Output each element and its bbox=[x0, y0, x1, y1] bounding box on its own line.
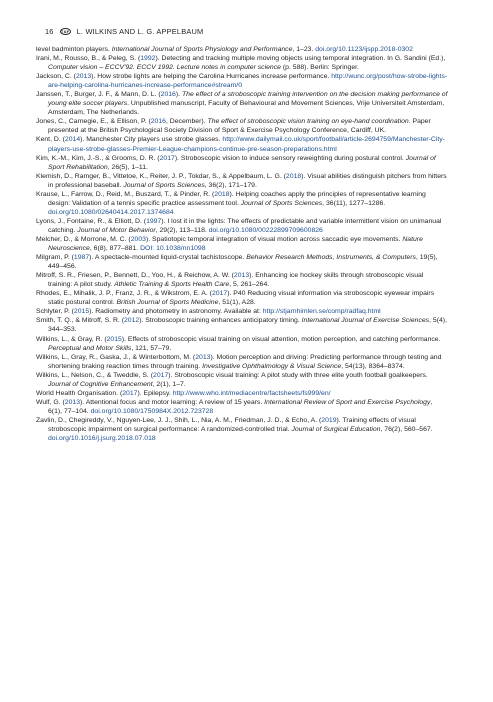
reference-source-title: The effect of a stroboscopic training intervention on the decision making performance of young elite soccer players bbox=[48, 91, 448, 108]
reference-text: , 5(4), 344–353. bbox=[48, 317, 447, 334]
reference-source-title: Journal of Sports Sciences bbox=[123, 181, 205, 189]
reference-text: . Unpublished manuscript, Faculty of Behavioural and Movement Sciences, Vrije Universiteit Amsterdam, Amsterdam, The Netherlands. bbox=[48, 100, 445, 117]
reference-entry bbox=[36, 45, 448, 54]
reference-link[interactable]: 2013 bbox=[75, 73, 92, 81]
reference-link[interactable]: DOI: 10.1038/nn1098 bbox=[140, 245, 206, 253]
reference-text: , 54(13), 8364–8374. bbox=[341, 362, 405, 370]
reference-text: , 76(2), 560–567. bbox=[380, 425, 433, 433]
reference-source-title: Journal of Sports Sciences bbox=[240, 199, 323, 207]
reference-text: Melcher, D., & Morrone, M. C. ( bbox=[36, 235, 131, 243]
reference-text: Wilkins, L., Nelson, C., & Tweddle, S. ( bbox=[36, 371, 154, 379]
reference-entry bbox=[36, 72, 448, 90]
reference-source-title: Nature Neuroscience bbox=[48, 235, 423, 253]
reference-text: ). bbox=[175, 91, 182, 99]
reference-link[interactable]: 2003 bbox=[130, 235, 146, 243]
reference-text: ). Epilepsy. bbox=[137, 389, 173, 397]
reference-link[interactable]: 2016 bbox=[150, 118, 166, 126]
reference-text: Wilkins, L., Gray, R., Gaska, J., & Winterbottom, M. ( bbox=[36, 353, 196, 361]
reference-text: Lyons, J., Fontaine, R., & Elliott, D. ( bbox=[36, 217, 147, 225]
reference-text: Zavlin, D., Chegireddy, V., Nguyen-Lee, J. J., Shih, L., Nia, A. M., Friedman, J. D., & Echo, A. ( bbox=[36, 416, 322, 424]
reference-text: ). Attentional focus and motor learning: A review of 15 years. bbox=[80, 398, 265, 406]
reference-text: , 1–23. bbox=[292, 46, 316, 53]
reference-text: , 51(1), A28. bbox=[218, 299, 256, 307]
reference-entry bbox=[36, 90, 448, 117]
reference-source-title: Perceptual and Motor Skills bbox=[48, 344, 132, 352]
reference-text: Janssen, T., Burger, J. F., & Mann, D. L. ( bbox=[36, 91, 161, 99]
reference-text: , 2(1), 1–7. bbox=[152, 380, 186, 388]
reference-source-title: Journal of Motor Behavior bbox=[77, 226, 156, 234]
reference-entry bbox=[36, 117, 448, 135]
reference-link[interactable]: 2017 bbox=[153, 371, 169, 379]
reference-text: ). A spectacle-mounted liquid-crystal tachistoscope. bbox=[89, 254, 247, 262]
reference-text: Mitroff, S. R., Friesen, P., Bennett, D., Yoo, H., & Reichow, A. W. ( bbox=[36, 272, 234, 280]
reference-text: ). Stroboscopic vision to induce sensory reweighting during postural control. bbox=[174, 154, 406, 162]
reference-text: ). Stroboscopic training enhances anticipatory timing. bbox=[139, 317, 302, 325]
reference-link[interactable]: 2016 bbox=[160, 91, 176, 99]
reference-source-title: The effect of stroboscopic vision training on eye-hand coordination bbox=[207, 118, 409, 126]
reference-entry bbox=[36, 172, 448, 190]
reference-text: ). Training effects of visual stroboscopic impairment on surgical performance: A randomized-controlled trial. bbox=[48, 416, 416, 433]
reference-text: , 5, 261–264. bbox=[229, 281, 270, 289]
reference-text: ). Effects of stroboscopic visual training on visual attention, motion perception, and catching performance. bbox=[121, 335, 441, 343]
reference-link[interactable]: 2017 bbox=[122, 389, 138, 397]
reference-text: , December). bbox=[165, 118, 208, 126]
reference-text: ). Enhancing ice hockey skills through stroboscopic visual training: A pilot study. bbox=[48, 272, 424, 289]
reference-entry bbox=[36, 335, 448, 353]
reference-text: ). P40 Reducing visual information via stroboscopic eyewear impairs static postural control. bbox=[48, 290, 435, 307]
publisher-logo: T&F bbox=[60, 29, 70, 34]
reference-text: Milgram, P. ( bbox=[36, 254, 74, 262]
reference-link[interactable]: http://wunc.org/post/how-strobe-lights-are-helping-carolina-hurricanes-increase-performance#stream/0 bbox=[48, 73, 448, 90]
reference-text: Kim, K.-M., Kim, J.-S., & Grooms, D. R. ( bbox=[36, 154, 160, 162]
running-authors: L. WILKINS AND L. G. APPELBAUM bbox=[76, 27, 204, 36]
reference-link[interactable]: 2018 bbox=[285, 172, 302, 180]
reference-link[interactable]: doi.org/10.1080/1750984X.2012.723728 bbox=[90, 407, 214, 415]
reference-text: Wilkins, L., & Gray, R. ( bbox=[36, 335, 107, 343]
reference-source-title: Journal of Surgical Education bbox=[291, 425, 381, 433]
reference-entry bbox=[36, 371, 448, 389]
reference-text: ). Motion perception and driving: Predicting performance through testing and shortening braking reaction times through training. bbox=[48, 353, 442, 370]
running-header bbox=[45, 27, 203, 36]
reference-entry bbox=[36, 398, 448, 416]
reference-entry bbox=[36, 353, 448, 371]
reference-link[interactable]: 2019 bbox=[321, 416, 337, 424]
reference-entry bbox=[36, 154, 448, 172]
reference-entry bbox=[36, 316, 448, 334]
reference-text: Smith, T. Q., & Mitroff, S. R. ( bbox=[36, 317, 124, 325]
reference-source-title: International Review of Sport and Exercise Psychology bbox=[264, 398, 431, 406]
reference-text: , 36(2), 171–179. bbox=[204, 181, 257, 189]
reference-text: Kent, D. ( bbox=[36, 136, 65, 144]
reference-link[interactable]: 1997 bbox=[146, 217, 162, 225]
reference-link[interactable]: doi.org/10.1080/02640414.2017.1374684 bbox=[48, 208, 174, 216]
reference-text: ). Helping coaches apply the principles of representative learning design: Validation of a tennis specific practice assessment tool. bbox=[48, 190, 426, 207]
reference-link[interactable]: doi.org/10.1016/j.jsurg.2018.07.018 bbox=[48, 435, 156, 443]
reference-text: , 6(1), 77–104. bbox=[48, 398, 433, 415]
reference-list bbox=[36, 45, 448, 443]
reference-link[interactable]: http://www.dailymail.co.uk/sport/football/article-2694759/Manchester-City-players-use-strobe-glasses-Premier-League-champions-continue-pre-season-preparations.html bbox=[48, 136, 445, 153]
reference-text: , 26(5), 1–11. bbox=[107, 163, 148, 171]
reference-entry bbox=[36, 253, 448, 271]
reference-link[interactable]: 2012 bbox=[123, 317, 140, 325]
reference-link[interactable]: 2014 bbox=[64, 136, 81, 144]
reference-source-title: International Journal of Sports Physiology and Performance bbox=[111, 46, 293, 53]
reference-text: Krause, L., Farrow, D., Reid, M., Buszard, T., & Pinder, R. ( bbox=[36, 190, 215, 198]
reference-entry bbox=[36, 271, 448, 289]
reference-text: Rhodes, E., Mihalik, J. P., Franz, J. R., & Wikstrom, E. A. ( bbox=[36, 290, 212, 298]
reference-text: ). Manchester City players use strobe glasses. bbox=[80, 136, 223, 144]
reference-text: ). How strobe lights are helping the Carolina Hurricanes increase performance. bbox=[91, 73, 332, 81]
reference-source-title: Investigative Ophthalmology & Visual Science bbox=[202, 362, 342, 370]
reference-link[interactable]: 2015 bbox=[106, 335, 122, 343]
reference-text: ). Spatiotopic temporal integration of visual motion across saccadic eye movements. bbox=[145, 235, 403, 243]
reference-text: , 121, 57–79. bbox=[131, 344, 172, 352]
reference-text: , 29(2), 113–118. bbox=[155, 226, 209, 234]
reference-text: Irani, M., Rousso, B., & Peleg, S. ( bbox=[36, 55, 141, 63]
reference-text: Schlyter, P. ( bbox=[36, 308, 74, 316]
reference-text: ). Radiometry and photometry in astronomy. Available at: bbox=[89, 308, 263, 316]
reference-source-title: Journal of Sport Rehabilitation bbox=[48, 154, 436, 171]
reference-link[interactable]: doi.org/10.1080/00222899709600826 bbox=[208, 226, 323, 234]
reference-text: World Health Organisation. ( bbox=[36, 389, 123, 397]
reference-link[interactable]: 2018 bbox=[214, 190, 230, 198]
reference-text: ). Visual abilities distinguish pitchers from hitters in professional baseball. bbox=[48, 172, 447, 189]
reference-link[interactable]: http://www.who.int/mediacentre/factsheets/fs999/en/ bbox=[172, 389, 331, 397]
reference-link[interactable]: 1987 bbox=[73, 254, 90, 262]
reference-entry bbox=[36, 289, 448, 307]
reference-entry bbox=[36, 307, 448, 316]
reference-entry bbox=[36, 190, 448, 217]
reference-entry bbox=[36, 235, 448, 253]
reference-link[interactable]: 2017 bbox=[159, 154, 175, 162]
reference-link[interactable]: 2013 bbox=[64, 398, 81, 406]
reference-text: level badminton players. bbox=[36, 46, 112, 53]
reference-link[interactable]: http://stjarnhimlen.se/comp/radfaq.html bbox=[262, 308, 381, 316]
reference-entry bbox=[36, 217, 448, 235]
reference-text: ). Stroboscopic visual training: A pilot study with three elite youth football goalkeepers. bbox=[168, 371, 428, 379]
reference-source-title: Behavior Research Methods, Instruments, & Computers bbox=[246, 254, 416, 262]
reference-source-title: Athletic Training & Sports Health Care bbox=[114, 281, 230, 289]
reference-text: . Paper presented at the British Psychological Society Division of Sport & Exercise Psychology Conference, Cardiff, UK. bbox=[48, 118, 431, 135]
reference-text: , 36(11), 1277–1286. bbox=[322, 199, 386, 207]
reference-text: Klemish, D., Ramger, B., Vittetoe, K., Reiter, J. P., Tokdar, S., & Appelbaum, L. G. ( bbox=[36, 172, 286, 180]
reference-text: (p. 588). Berlin: Springer. bbox=[280, 64, 359, 72]
reference-text: , 19(5), 449–456. bbox=[48, 254, 438, 271]
reference-source-title: British Journal of Sports Medicine bbox=[116, 299, 219, 307]
reference-source-title: Computer vision – ECCV'92. ECCV 1992. Lecture notes in computer science bbox=[48, 64, 281, 72]
reference-text: Jackson, C. ( bbox=[36, 73, 76, 81]
page-number: 16 bbox=[45, 27, 54, 36]
reference-text: Wulf, G. ( bbox=[36, 398, 65, 406]
reference-text: ). Detecting and tracking multiple moving objects using temporal integration. In G. Sandini (Ed.), bbox=[155, 55, 446, 63]
reference-text: ). I lost it in the lights: The effects of predictable and variable intermittent vision on unimanual catching. bbox=[48, 217, 442, 234]
reference-link[interactable]: 2017 bbox=[211, 290, 228, 298]
reference-source-title: Journal of Cognitive Enhancement bbox=[48, 380, 153, 388]
reference-link[interactable]: 2013 bbox=[195, 353, 211, 361]
reference-entry bbox=[36, 54, 448, 72]
reference-entry bbox=[36, 135, 448, 153]
reference-link[interactable]: doi.org/10.1123/ijspp.2018-0302 bbox=[315, 46, 413, 53]
reference-text: , 6(8), 877–881. bbox=[89, 245, 141, 253]
reference-text: Jones, C., Carnegie, E., & Ellison, P. ( bbox=[36, 118, 151, 126]
reference-link[interactable]: 1992 bbox=[140, 55, 156, 63]
reference-source-title: International Journal of Exercise Sciences bbox=[301, 317, 430, 325]
reference-entry bbox=[36, 416, 448, 443]
reference-link[interactable]: 2015 bbox=[73, 308, 90, 316]
reference-link[interactable]: 2013 bbox=[233, 272, 250, 280]
reference-entry bbox=[36, 389, 448, 398]
